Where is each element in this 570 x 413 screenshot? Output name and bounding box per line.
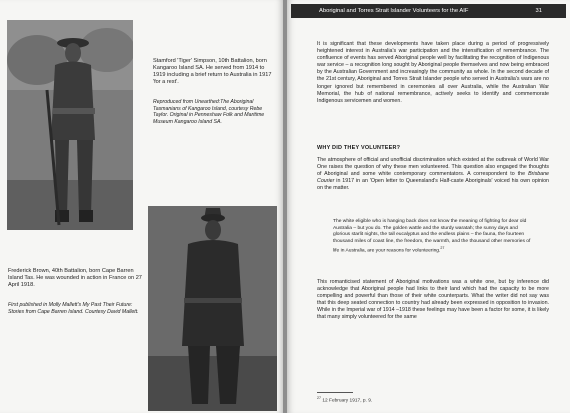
running-head-title: Aboriginal and Torres Strait Islander Volunteers for the AIF [319, 8, 469, 14]
paragraph-3: This romanticised statement of Aboriginal motivations was a white one, but by inference did acknowledge that Aboriginal people had links to their land which had the capacity to be more compelling and powerful than those of their white counterparts. What the writer did not say was that this deep seated connection to country had already been expressed in opposition to invasion. While in the Imperial war of 1914 –1918 these feelings may have been a factor for some, it is likely that many simply volunteered for the same [317, 279, 549, 321]
caption-brown: Frederick Brown, 40th Battalion, born Cape Barren Island Tas. He was wounded in action in France on 27 April 1918. [8, 268, 142, 288]
caption-brown-credit: First published in Molly Mallett's My Past Their Future: Stories from Cape Barren Island. Courtesy David Mallett. [8, 302, 139, 315]
page-number: 31 [535, 8, 542, 14]
caption-simpson: Stamford 'Tiger' Simpson, 10th Battalion, born Kangaroo Island SA. He served from 1914 to 1919 including a brief return to Australia in 1917 'for a rest'. [153, 58, 272, 85]
newspaper-title: Brisbane Courier [317, 171, 549, 185]
section-heading: WHY DID THEY VOLUNTEER? [317, 145, 401, 151]
quote-footnote-ref: 27 [440, 246, 445, 251]
paragraph-2-part-b: in 1917 in an 'Open letter to Queensland's Half-caste Aboriginals' voiced his own opinion on the matter. [317, 178, 549, 192]
footnote [317, 396, 372, 404]
photo-frederick-brown [148, 206, 277, 411]
right-page [287, 0, 570, 413]
photo-stamford-simpson [7, 20, 133, 230]
paragraph-2 [317, 157, 549, 192]
footnote-text: 12 February 1917, p. 9. [322, 398, 373, 404]
block-quote [333, 219, 533, 256]
caption-simpson-credit: Reproduced from Unearthed:The Aboriginal Tasmanians of Kangaroo Island, courtesy Rebe Taylor. Original in Penneshaw Folk and Maritime Museum Kangaroo Island SA. [153, 99, 265, 125]
block-quote-text: The white eligible who is hanging back does not know the meaning of fighting for dear old Australia – but you do. The golden wattle and the sturdy waratah; the sunny days and glorious starlit nights, the tall eucalyptus and the endless plains – the fauna, the fourteen thousand miles of coast line, the freedom, the warmth, and the thousand other memories of life in Australia, are your reasons for volunteering. [333, 219, 531, 254]
paragraph-1: It is significant that these developments have taken place during a period of progressively heightened interest in Australia's war participation and the intensification of remembrance. The confluence of events has served Aboriginal people well by facilitating the recognition of Indigenous war service – a recognition long sought by Aboriginal people themselves and now being embraced by the Australian Government and increasingly the community as whole. In the second decade of the 21st century, Aboriginal and Torres Strait Islander people who served in Australia's wars are no longer ignored but remembered in ceremonies all over Australia, while the Australian War Memorial, the hub of national remembrance, actively seeks to identify and commemorate Indigenous servicemen and women. [317, 41, 549, 104]
left-page [0, 0, 283, 413]
footnote-number: 27 [317, 396, 321, 400]
running-head [291, 4, 566, 18]
paragraph-2-part-a: The atmosphere of official and unofficial discrimination which existed at the outbreak of World War One raises the question of why these men volunteered. This question also engaged the thoughts of Aboriginal and some white contemporary commentators. A correspondent to the [317, 157, 549, 178]
footnote-rule [317, 392, 353, 393]
